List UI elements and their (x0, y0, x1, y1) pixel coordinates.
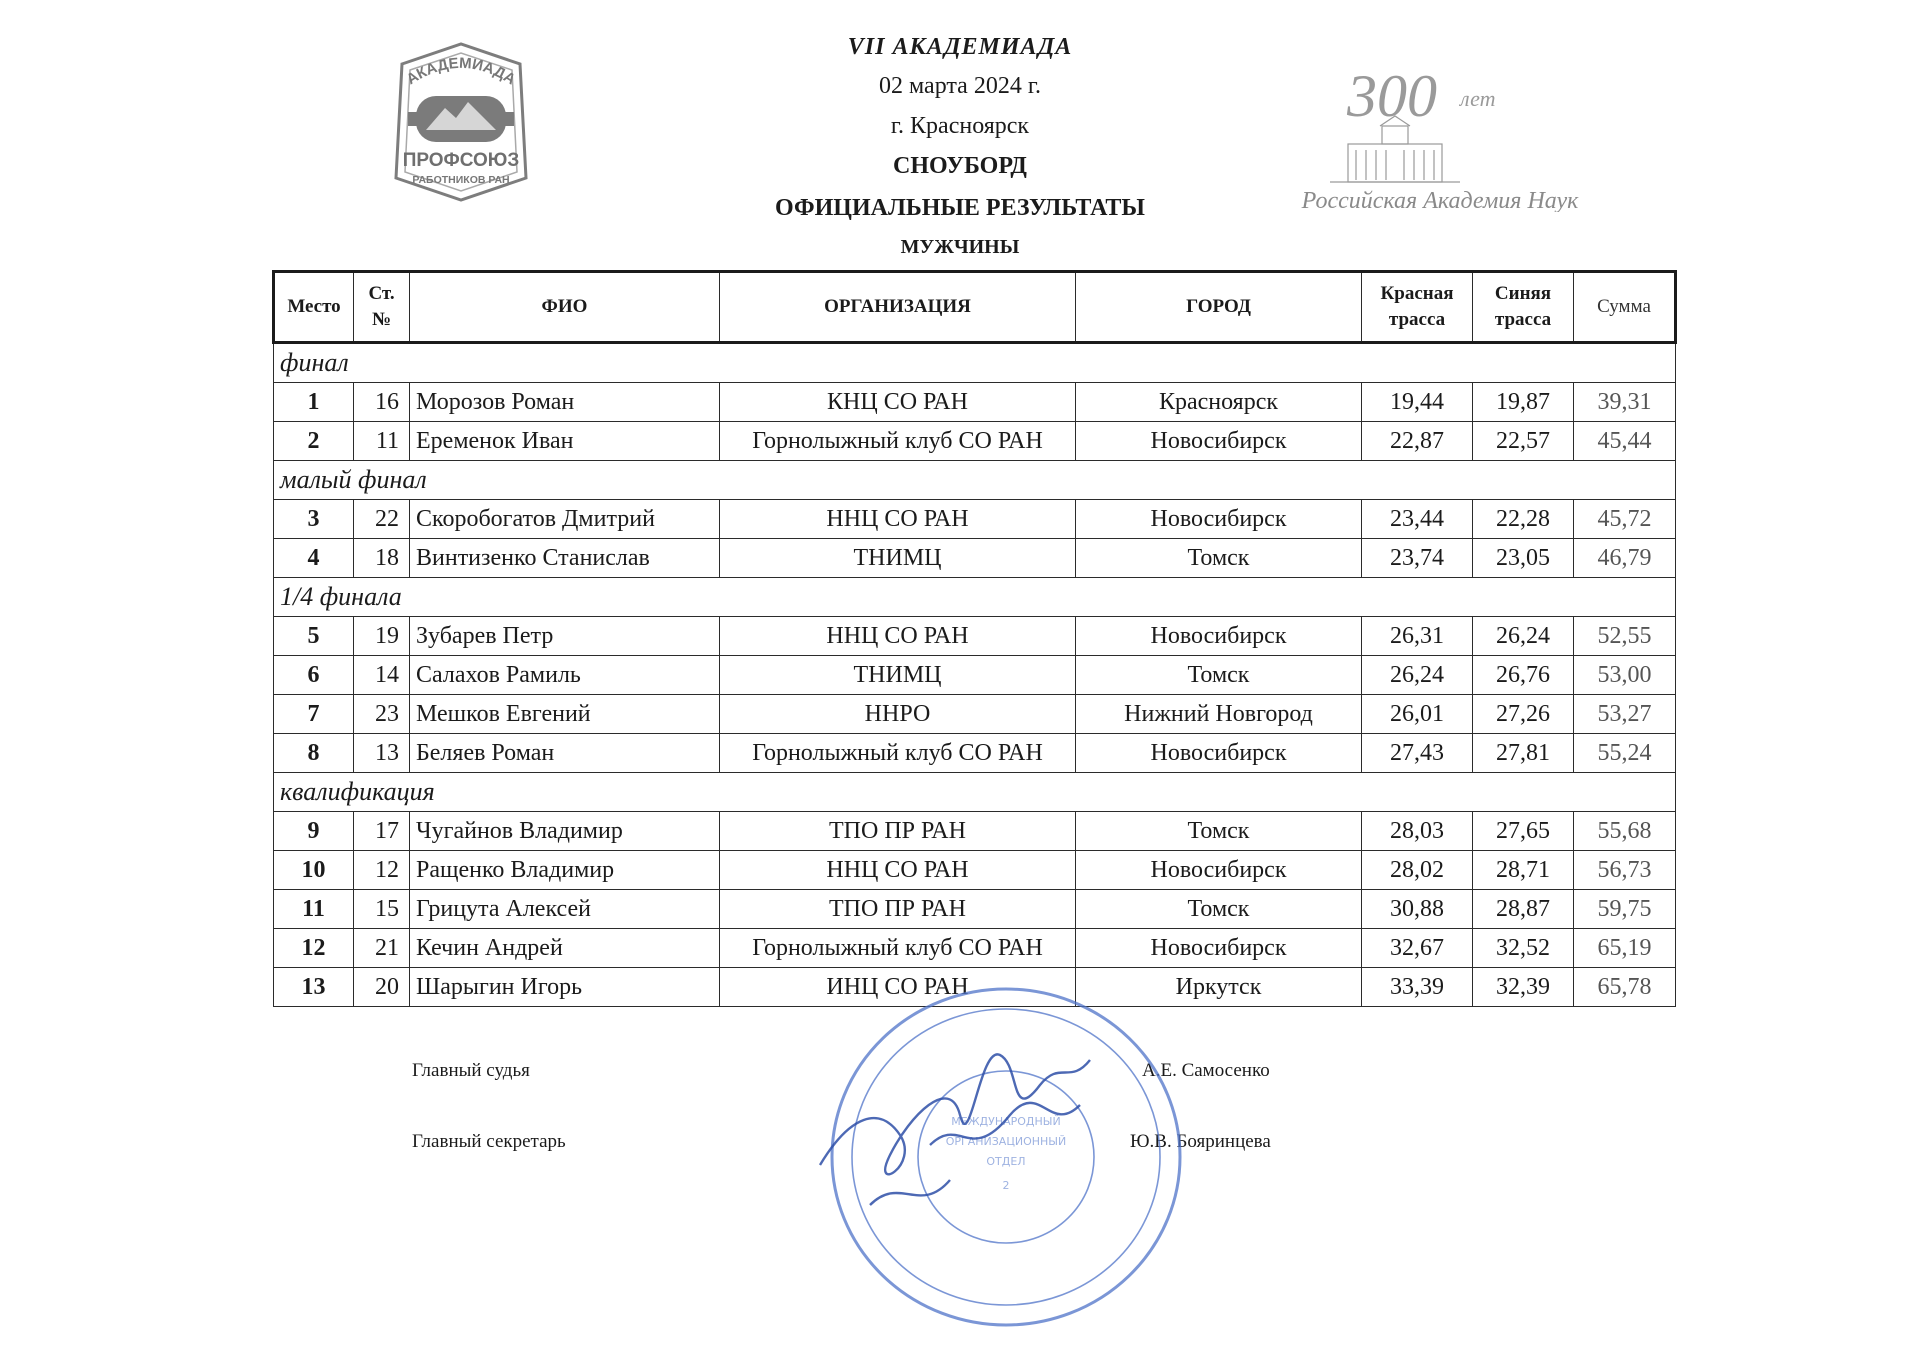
col-place: Место (274, 272, 354, 343)
table-row: 10 12 Ращенко Владимир ННЦ СО РАН Новосибирск 28,02 28,71 56,73 (274, 851, 1676, 890)
table-row: 2 11 Еременок Иван Горнолыжный клуб СО РАН Новосибирск 22,87 22,57 45,44 (274, 422, 1676, 461)
svg-text:РАБОТНИКОВ РАН: РАБОТНИКОВ РАН (412, 174, 510, 186)
col-start-number: Ст. № (354, 272, 410, 343)
results-table (272, 270, 1677, 1007)
signature-scribble (820, 1054, 1090, 1205)
col-sum: Сумма (1574, 272, 1676, 343)
col-city: ГОРОД (1076, 272, 1362, 343)
document-title: ОФИЦИАЛЬНЫЕ РЕЗУЛЬТАТЫ (775, 195, 1145, 221)
svg-text:Российская Академия Наук: Российская Академия Наук (1301, 188, 1579, 212)
group-row (274, 578, 1676, 617)
chief-secretary-label: Главный секретарь (412, 1131, 566, 1152)
chief-judge-name: А.Е. Самосенко (1142, 1060, 1270, 1081)
chief-secretary-name: Ю.В. Бояринцева (1130, 1131, 1271, 1152)
svg-text:2: 2 (1002, 1179, 1010, 1192)
goggles-icon (408, 96, 514, 142)
svg-text:ОРГАНИЗАЦИОННЫЙ: ОРГАНИЗАЦИОННЫЙ (945, 1135, 1067, 1148)
svg-text:ОТДЕЛ: ОТДЕЛ (986, 1155, 1026, 1168)
svg-text:лет: лет (1460, 86, 1496, 111)
col-blue-course: Синяя трасса (1473, 272, 1574, 343)
table-row: 7 23 Мешков Евгений ННРО Нижний Новгород 26,01 27,26 53,27 (274, 695, 1676, 734)
event-date: 02 марта 2024 г. (879, 73, 1041, 99)
group-title: финал (274, 343, 1676, 383)
official-stamp (810, 965, 1200, 1340)
svg-text:МЕЖДУНАРОДНЫЙ: МЕЖДУНАРОДНЫЙ (951, 1115, 1061, 1128)
logo-arc-text: АКАДЕМИАДА (403, 54, 519, 89)
col-red-course: Красная трасса (1362, 272, 1473, 343)
table-row: 1 16 Морозов Роман КНЦ СО РАН Красноярск 19,44 19,87 39,31 (274, 383, 1676, 422)
table-row: 8 13 Беляев Роман Горнолыжный клуб СО РАН Новосибирск 27,43 27,81 55,24 (274, 734, 1676, 773)
table-row: 4 18 Винтизенко Станислав ТНИМЦ Томск 23,74 23,05 46,79 (274, 539, 1676, 578)
event-title: VII АКАДЕМИАДА (847, 34, 1073, 60)
group-row (274, 461, 1676, 500)
table-row: 12 21 Кечин Андрей Горнолыжный клуб СО РАН Новосибирск 32,67 32,52 65,19 (274, 929, 1676, 968)
svg-text:ПРОФСОЮЗ: ПРОФСОЮЗ (402, 150, 520, 171)
event-city: г. Красноярск (890, 113, 1030, 139)
table-row: 5 19 Зубарев Петр ННЦ СО РАН Новосибирск 26,31 26,24 52,55 (274, 617, 1676, 656)
ras-300-logo (1290, 60, 1580, 212)
sport-title: СНОУБОРД (893, 153, 1027, 179)
col-name: ФИО (410, 272, 720, 343)
table-row: 9 17 Чугайнов Владимир ТПО ПР РАН Томск 28,03 27,65 55,68 (274, 812, 1676, 851)
category-title: МУЖЧИНЫ (900, 236, 1020, 258)
table-row: 13 20 Шарыгин Игорь ИНЦ СО РАН Иркутск 33,39 32,39 65,78 (274, 968, 1676, 1007)
akademiada-logo (390, 38, 532, 204)
group-row (274, 343, 1676, 383)
group-row (274, 773, 1676, 812)
table-row: 6 14 Салахов Рамиль ТНИМЦ Томск 26,24 26,76 53,00 (274, 656, 1676, 695)
group-title: малый финал (274, 461, 1676, 500)
table-row: 11 15 Грицута Алексей ТПО ПР РАН Томск 30,88 28,87 59,75 (274, 890, 1676, 929)
group-title: 1/4 финала (274, 578, 1676, 617)
group-title: квалификация (274, 773, 1676, 812)
col-organization: ОРГАНИЗАЦИЯ (720, 272, 1076, 343)
table-row: 3 22 Скоробогатов Дмитрий ННЦ СО РАН Новосибирск 23,44 22,28 45,72 (274, 500, 1676, 539)
chief-judge-label: Главный судья (412, 1060, 530, 1081)
svg-text:300: 300 (1347, 63, 1437, 129)
table-header-row (274, 272, 1676, 343)
